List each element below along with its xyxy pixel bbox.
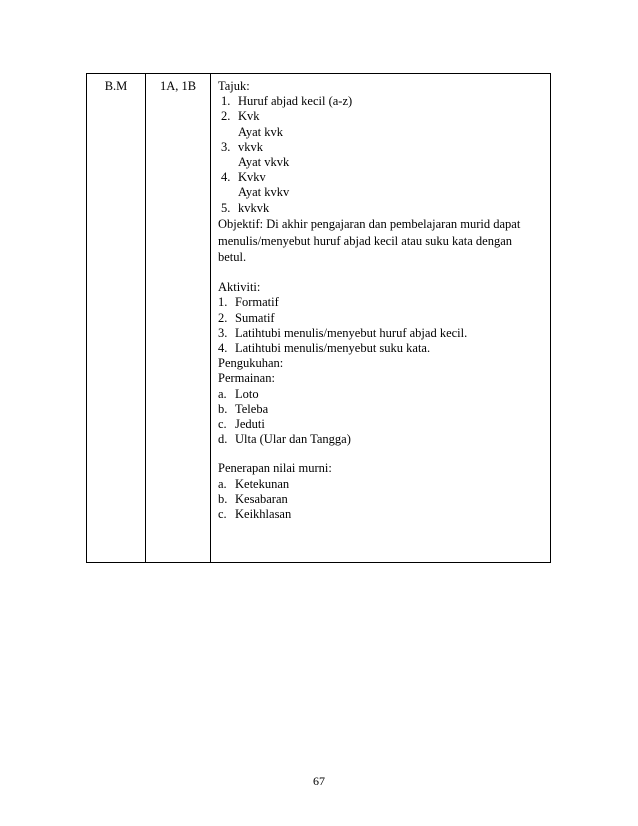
tajuk-list — [218, 94, 544, 216]
nilai-label: Penerapan nilai murni: — [218, 461, 332, 476]
table-row — [87, 74, 551, 563]
list-item: 4. Kvkv — [221, 170, 266, 185]
subject-cell: B.M — [87, 74, 146, 563]
list-sub-item: Ayat kvkv — [238, 185, 290, 200]
list-item: 3. Latihtubi menulis/menyebut huruf abjad kecil. — [218, 325, 468, 340]
spacer — [218, 447, 544, 461]
list-item: 1. Formatif — [218, 295, 279, 310]
list-item: a. Loto — [218, 386, 259, 401]
nilai-list — [218, 477, 544, 523]
class-cell: 1A, 1B — [146, 74, 211, 563]
content-cell — [211, 74, 551, 563]
list-item: b. Teleba — [218, 401, 269, 416]
list-item: 1. Huruf abjad kecil (a-z) — [221, 94, 353, 109]
list-sub-item: Ayat kvk — [238, 124, 284, 139]
list-item: c. Keikhlasan — [218, 507, 292, 522]
list-item: d. Ulta (Ular dan Tangga) — [218, 432, 351, 447]
aktiviti-list — [218, 295, 544, 356]
list-item: 2. Sumatif — [218, 310, 275, 325]
pengukuhan-label: Pengukuhan: — [218, 356, 284, 371]
aktiviti-label: Aktiviti: — [218, 280, 261, 295]
list-item: 5. kvkvk — [221, 200, 270, 215]
list-item: a. Ketekunan — [218, 476, 290, 491]
list-item: 3. vkvk — [221, 139, 263, 154]
list-item: b. Kesabaran — [218, 491, 288, 506]
list-item: c. Jeduti — [218, 417, 265, 432]
page-number: 67 — [313, 774, 325, 788]
tajuk-label: Tajuk: — [218, 79, 250, 93]
list-item: 2. Kvk — [221, 109, 260, 124]
objective-text: Objektif: Di akhir pengajaran dan pembelajaran murid dapat menulis/menyebut huruf abjad kecil atau suku kata dengan betul. — [218, 216, 521, 265]
spacer — [218, 266, 544, 280]
lesson-plan-table — [86, 73, 551, 563]
permainan-label: Permainan: — [218, 371, 275, 386]
permainan-list — [218, 387, 544, 448]
list-item: 4. Latihtubi menulis/menyebut suku kata. — [218, 341, 431, 356]
list-sub-item: Ayat vkvk — [238, 155, 290, 170]
